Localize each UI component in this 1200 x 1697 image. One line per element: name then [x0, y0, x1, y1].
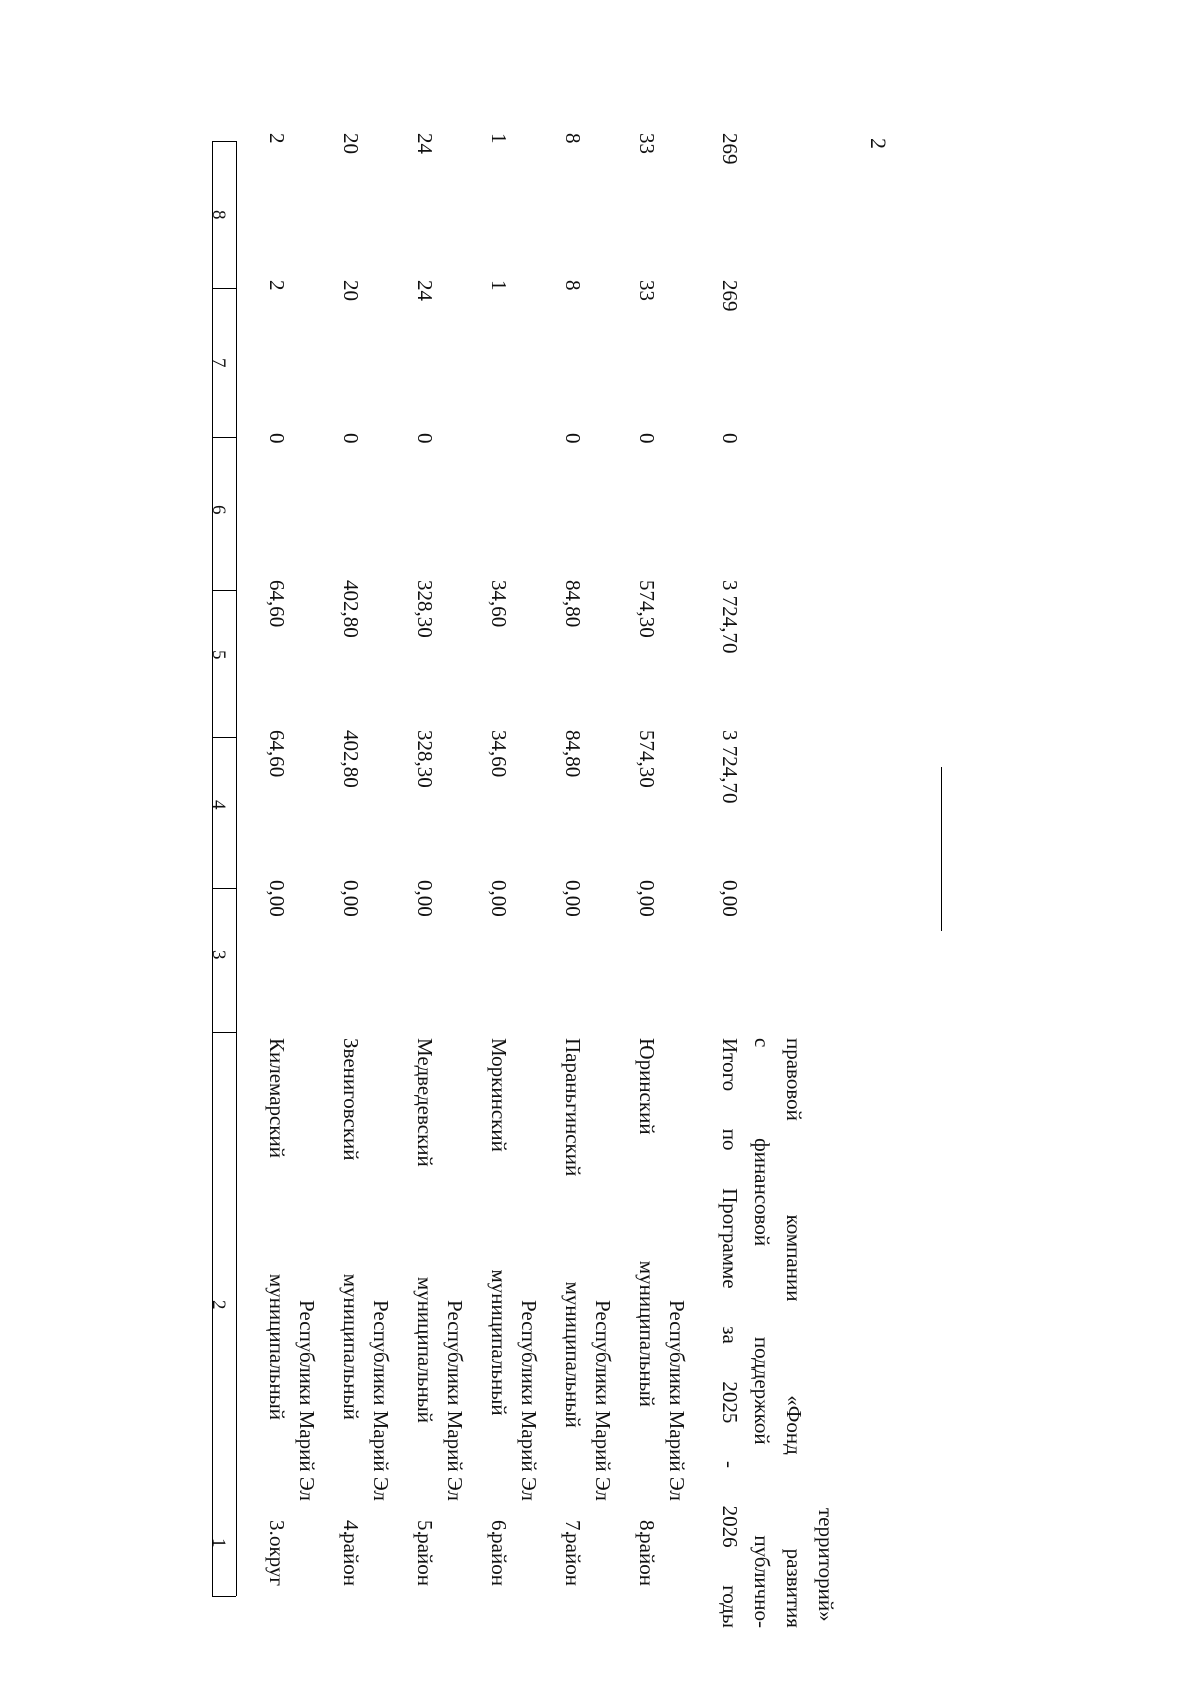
total-col-6: 0 [718, 433, 742, 444]
header-column-divider [212, 590, 236, 591]
municipality-name-word: район [635, 1533, 659, 1586]
column-header-8: 8 [208, 210, 229, 220]
header-bottom-line [236, 141, 237, 1596]
total-label-line-4: территорий» [814, 1508, 838, 1622]
cell-col-4: 402,80 [339, 730, 363, 788]
row-number: 6. [487, 1520, 511, 1536]
municipality-name-word: Параньгинский [561, 1038, 585, 1177]
header-column-divider [212, 437, 236, 438]
cell-col-5: 64,60 [265, 580, 289, 628]
cell-col-4: 64,60 [265, 730, 289, 778]
municipality-name-word: муниципальный [561, 1281, 585, 1428]
municipality-name-word: Звениговский [339, 1038, 363, 1161]
cell-col-3: 0,00 [265, 880, 289, 917]
total-label-word: поддержкой [750, 1336, 774, 1445]
column-header-4: 4 [208, 800, 229, 810]
total-label-word: финансовой [750, 1138, 774, 1247]
cell-col-8: 2 [265, 133, 289, 144]
closing-separator-line [941, 767, 942, 931]
cell-col-8: 24 [413, 133, 437, 154]
municipality-name-line-2: Республики Марий Эл [517, 1300, 541, 1501]
cell-col-3: 0,00 [413, 880, 437, 917]
municipality-name-word: муниципальный [265, 1273, 289, 1421]
row-number: 8. [635, 1520, 659, 1536]
column-header-1: 1 [208, 1538, 229, 1548]
cell-col-3: 0,00 [339, 880, 363, 917]
row-number: 3. [265, 1520, 289, 1536]
header-column-divider [212, 737, 236, 738]
municipality-name-line-1 [262, 1038, 292, 1586]
cell-col-7: 2 [265, 280, 289, 291]
table-border-left [212, 1596, 236, 1597]
municipality-name-line-2: Республики Марий Эл [591, 1300, 615, 1501]
municipality-name-line-1 [484, 1038, 514, 1586]
cell-col-8: 20 [339, 133, 363, 154]
total-col-3: 0,00 [718, 880, 742, 917]
municipality-name-line-2: Республики Марий Эл [443, 1300, 467, 1501]
municipality-name-word: муниципальный [487, 1269, 511, 1416]
total-label-word: развития [782, 1548, 806, 1628]
cell-col-6: 0 [635, 433, 659, 444]
cell-col-7: 20 [339, 280, 363, 301]
column-header-2: 2 [208, 1300, 229, 1310]
row-number: 4. [339, 1520, 363, 1536]
municipality-name-word: муниципальный [413, 1276, 437, 1424]
total-label-word: 2025 [718, 1381, 742, 1424]
row-number: 7. [561, 1520, 585, 1536]
municipality-name-word: Медведевский [413, 1038, 437, 1167]
municipality-name-word: Юринский [635, 1038, 659, 1135]
municipality-name-word: район [487, 1533, 511, 1586]
total-label-word: годы [718, 1585, 742, 1628]
municipality-name-word: район [413, 1533, 437, 1586]
page-number: 2 [866, 138, 891, 149]
total-label-word: 2026 [718, 1505, 742, 1548]
cell-col-8: 1 [487, 133, 511, 144]
municipality-name-word: округ [265, 1535, 289, 1586]
total-label-line-2 [747, 1038, 777, 1628]
column-header-3: 3 [208, 950, 229, 960]
cell-col-7: 8 [561, 280, 585, 291]
total-label-word: Итого [718, 1038, 742, 1092]
cell-col-5: 328,30 [413, 580, 437, 638]
cell-col-4: 34,60 [487, 730, 511, 778]
cell-col-7: 1 [487, 280, 511, 291]
column-header-5: 5 [208, 650, 229, 660]
cell-col-6: 0 [339, 433, 363, 444]
total-label-line-3 [779, 1038, 809, 1628]
municipality-name-line-2: Республики Марий Эл [369, 1300, 393, 1501]
total-col-7: 269 [718, 280, 742, 312]
total-label-word: компании [782, 1214, 806, 1302]
cell-col-5: 574,30 [635, 580, 659, 638]
table-border-right [212, 141, 236, 142]
column-header-7: 7 [208, 358, 229, 368]
cell-col-3: 0,00 [561, 880, 585, 917]
municipality-name-line-1 [632, 1038, 662, 1586]
municipality-name-line-1 [558, 1038, 588, 1586]
total-col-8: 269 [718, 133, 742, 165]
total-label-line-1 [715, 1038, 745, 1628]
municipality-name-word: Килемарский [265, 1038, 289, 1159]
cell-col-6: 0 [561, 433, 585, 444]
cell-col-3: 0,00 [487, 880, 511, 917]
header-column-divider [212, 1032, 236, 1033]
total-label-word: за [718, 1326, 742, 1344]
total-col-4: 3 724,70 [718, 730, 742, 804]
municipality-name-line-1 [410, 1038, 440, 1586]
total-label-word: - [718, 1461, 742, 1468]
municipality-name-word: Моркинский [487, 1038, 511, 1152]
municipality-name-line-2: Республики Марий Эл [665, 1300, 689, 1501]
cell-col-5: 84,80 [561, 580, 585, 628]
cell-col-4: 84,80 [561, 730, 585, 778]
cell-col-6: 0 [413, 433, 437, 444]
cell-col-4: 328,30 [413, 730, 437, 788]
cell-col-8: 8 [561, 133, 585, 144]
municipality-name-line-1 [336, 1038, 366, 1586]
cell-col-7: 33 [635, 280, 659, 301]
cell-col-8: 33 [635, 133, 659, 154]
municipality-name-word: район [561, 1533, 585, 1586]
cell-col-3: 0,00 [635, 880, 659, 917]
total-label-word: по [718, 1128, 742, 1151]
row-number: 5. [413, 1520, 437, 1536]
total-label-word: Программе [718, 1188, 742, 1289]
total-label-word: с [750, 1038, 774, 1048]
total-label-word: «Фонд [782, 1395, 806, 1455]
header-column-divider [212, 888, 236, 889]
column-header-6: 6 [208, 505, 229, 515]
municipality-name-word: муниципальный [635, 1260, 659, 1407]
header-column-divider [212, 288, 236, 289]
cell-col-5: 402,80 [339, 580, 363, 638]
cell-col-6: 0 [265, 433, 289, 444]
municipality-name-word: район [339, 1533, 363, 1586]
municipality-name-word: муниципальный [339, 1273, 363, 1420]
total-label-word: правовой [782, 1038, 806, 1121]
total-col-5: 3 724,70 [718, 580, 742, 654]
cell-col-4: 574,30 [635, 730, 659, 788]
total-label-word: публично- [750, 1535, 774, 1628]
cell-col-5: 34,60 [487, 580, 511, 628]
municipality-name-line-2: Республики Марий Эл [295, 1300, 319, 1501]
cell-col-7: 24 [413, 280, 437, 301]
